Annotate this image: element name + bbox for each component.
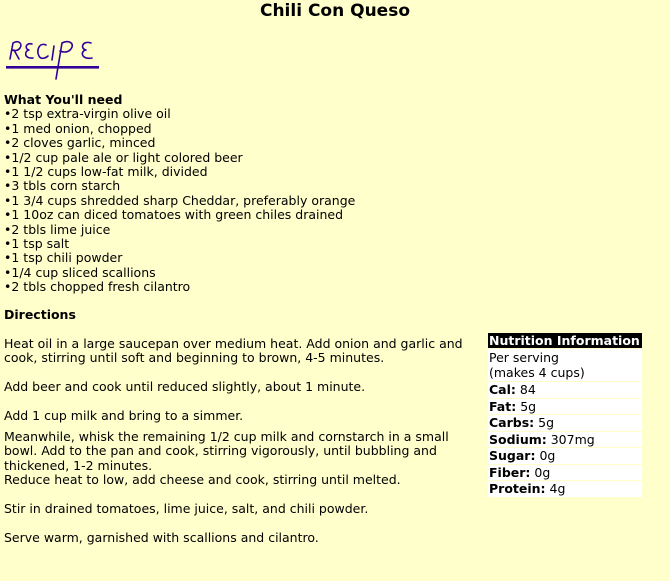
ingredient-item xyxy=(4,266,474,280)
direction-step: Stir in drained tomatoes, lime juice, salt, and chili powder. xyxy=(4,501,369,516)
bullet-icon: • xyxy=(4,264,12,280)
nutrition-value: 84 xyxy=(519,382,536,397)
nutrition-label: Fiber: xyxy=(489,464,531,480)
direction-step: Add beer and cook until reduced slightly, about 1 minute. xyxy=(4,379,366,394)
nutrition-value: 4g xyxy=(549,481,566,496)
nutrition-value: 0g xyxy=(534,464,551,480)
nutrition-label: Carbs: xyxy=(489,415,535,430)
ingredient-text: 1 med onion, chopped xyxy=(11,120,152,136)
nutrition-row xyxy=(488,447,642,464)
direction-step: Add 1 cup milk and bring to a simmer. xyxy=(4,408,244,423)
ingredient-text: 1 tsp salt xyxy=(11,235,70,251)
nutrition-label: Protein: xyxy=(489,481,546,496)
bullet-icon: • xyxy=(4,250,12,266)
ingredient-item xyxy=(4,151,474,165)
page-title: Chili Con Queso xyxy=(259,1,411,21)
bullet-icon: • xyxy=(4,221,12,237)
ingredient-text: 1/2 cup pale ale or light colored beer xyxy=(11,149,243,165)
bullet-icon: • xyxy=(4,279,12,295)
nutrition-row xyxy=(488,398,642,415)
bullet-icon: • xyxy=(4,192,12,208)
bullet-icon: • xyxy=(4,135,12,151)
ingredient-item xyxy=(4,136,474,150)
ingredient-item xyxy=(4,122,474,136)
ingredient-text: 1 1/2 cups low-fat milk, divided xyxy=(11,163,208,179)
serving-label: Per serving xyxy=(489,350,559,365)
nutrition-header: Nutrition Information xyxy=(488,333,642,348)
ingredient-item xyxy=(4,107,474,121)
direction-step: Heat oil in a large saucepan over medium heat. Add onion and garlic and cook, stirring until soft and beginning to brown, 4-5 minutes. xyxy=(4,336,463,366)
nutrition-value: 5g xyxy=(538,415,555,430)
nutrition-label: Sodium: xyxy=(489,431,547,447)
bullet-icon: • xyxy=(4,163,12,179)
ingredient-text: 1 tsp chili powder xyxy=(11,250,123,266)
ingredient-text: 1/4 cup sliced scallions xyxy=(11,264,156,280)
ingredient-item xyxy=(4,165,474,179)
ingredient-text: 2 tbls chopped fresh cilantro xyxy=(11,279,191,295)
bullet-icon: • xyxy=(4,178,12,194)
nutrition-row xyxy=(488,381,642,398)
ingredient-text: 2 tbls lime juice xyxy=(11,221,111,237)
nutrition-rows xyxy=(488,381,642,497)
ingredient-item xyxy=(4,208,474,222)
nutrition-table xyxy=(488,333,642,497)
nutrition-label: Fat: xyxy=(489,398,517,414)
ingredient-item xyxy=(4,194,474,208)
directions-heading: Directions xyxy=(4,307,76,322)
ingredient-text: 3 tbls corn starch xyxy=(11,178,121,194)
nutrition-value: 5g xyxy=(520,398,537,414)
ingredient-text: 2 tsp extra-virgin olive oil xyxy=(11,106,171,122)
nutrition-row xyxy=(488,431,642,448)
nutrition-value: 307mg xyxy=(550,431,595,447)
ingredient-list xyxy=(4,107,474,294)
ingredient-item xyxy=(4,237,474,251)
nutrition-row xyxy=(488,480,642,497)
ingredient-item xyxy=(4,280,474,294)
nutrition-label: Sugar: xyxy=(489,448,536,463)
nutrition-label: Cal: xyxy=(489,382,516,397)
direction-step: Reduce heat to low, add cheese and cook, stirring until melted. xyxy=(4,472,401,487)
ingredient-item xyxy=(4,179,474,193)
bullet-icon: • xyxy=(4,235,12,251)
recipe-logo xyxy=(4,29,100,83)
ingredients-heading: What You'll need xyxy=(4,92,123,107)
ingredients-section xyxy=(4,93,474,294)
ingredient-text: 1 3/4 cups shredded sharp Cheddar, preferably orange xyxy=(11,192,356,208)
bullet-icon: • xyxy=(4,149,12,165)
nutrition-row xyxy=(488,464,642,481)
bullet-icon: • xyxy=(4,207,12,223)
nutrition-serving xyxy=(488,348,642,381)
bullet-icon: • xyxy=(4,106,12,122)
ingredient-text: 2 cloves garlic, minced xyxy=(11,135,156,151)
ingredient-text: 1 10oz can diced tomatoes with green chiles drained xyxy=(11,207,344,223)
ingredient-item xyxy=(4,223,474,237)
serving-yield: (makes 4 cups) xyxy=(489,365,585,380)
nutrition-row xyxy=(488,414,642,431)
nutrition-value: 0g xyxy=(539,448,556,463)
bullet-icon: • xyxy=(4,120,12,136)
direction-step: Serve warm, garnished with scallions and cilantro. xyxy=(4,530,319,545)
direction-step: Meanwhile, whisk the remaining 1/2 cup milk and cornstarch in a small bowl. Add to the pan and cook, stirring vigorously, until bubbling and thickened, 1-2 minutes. xyxy=(4,429,449,473)
ingredient-item xyxy=(4,251,474,265)
